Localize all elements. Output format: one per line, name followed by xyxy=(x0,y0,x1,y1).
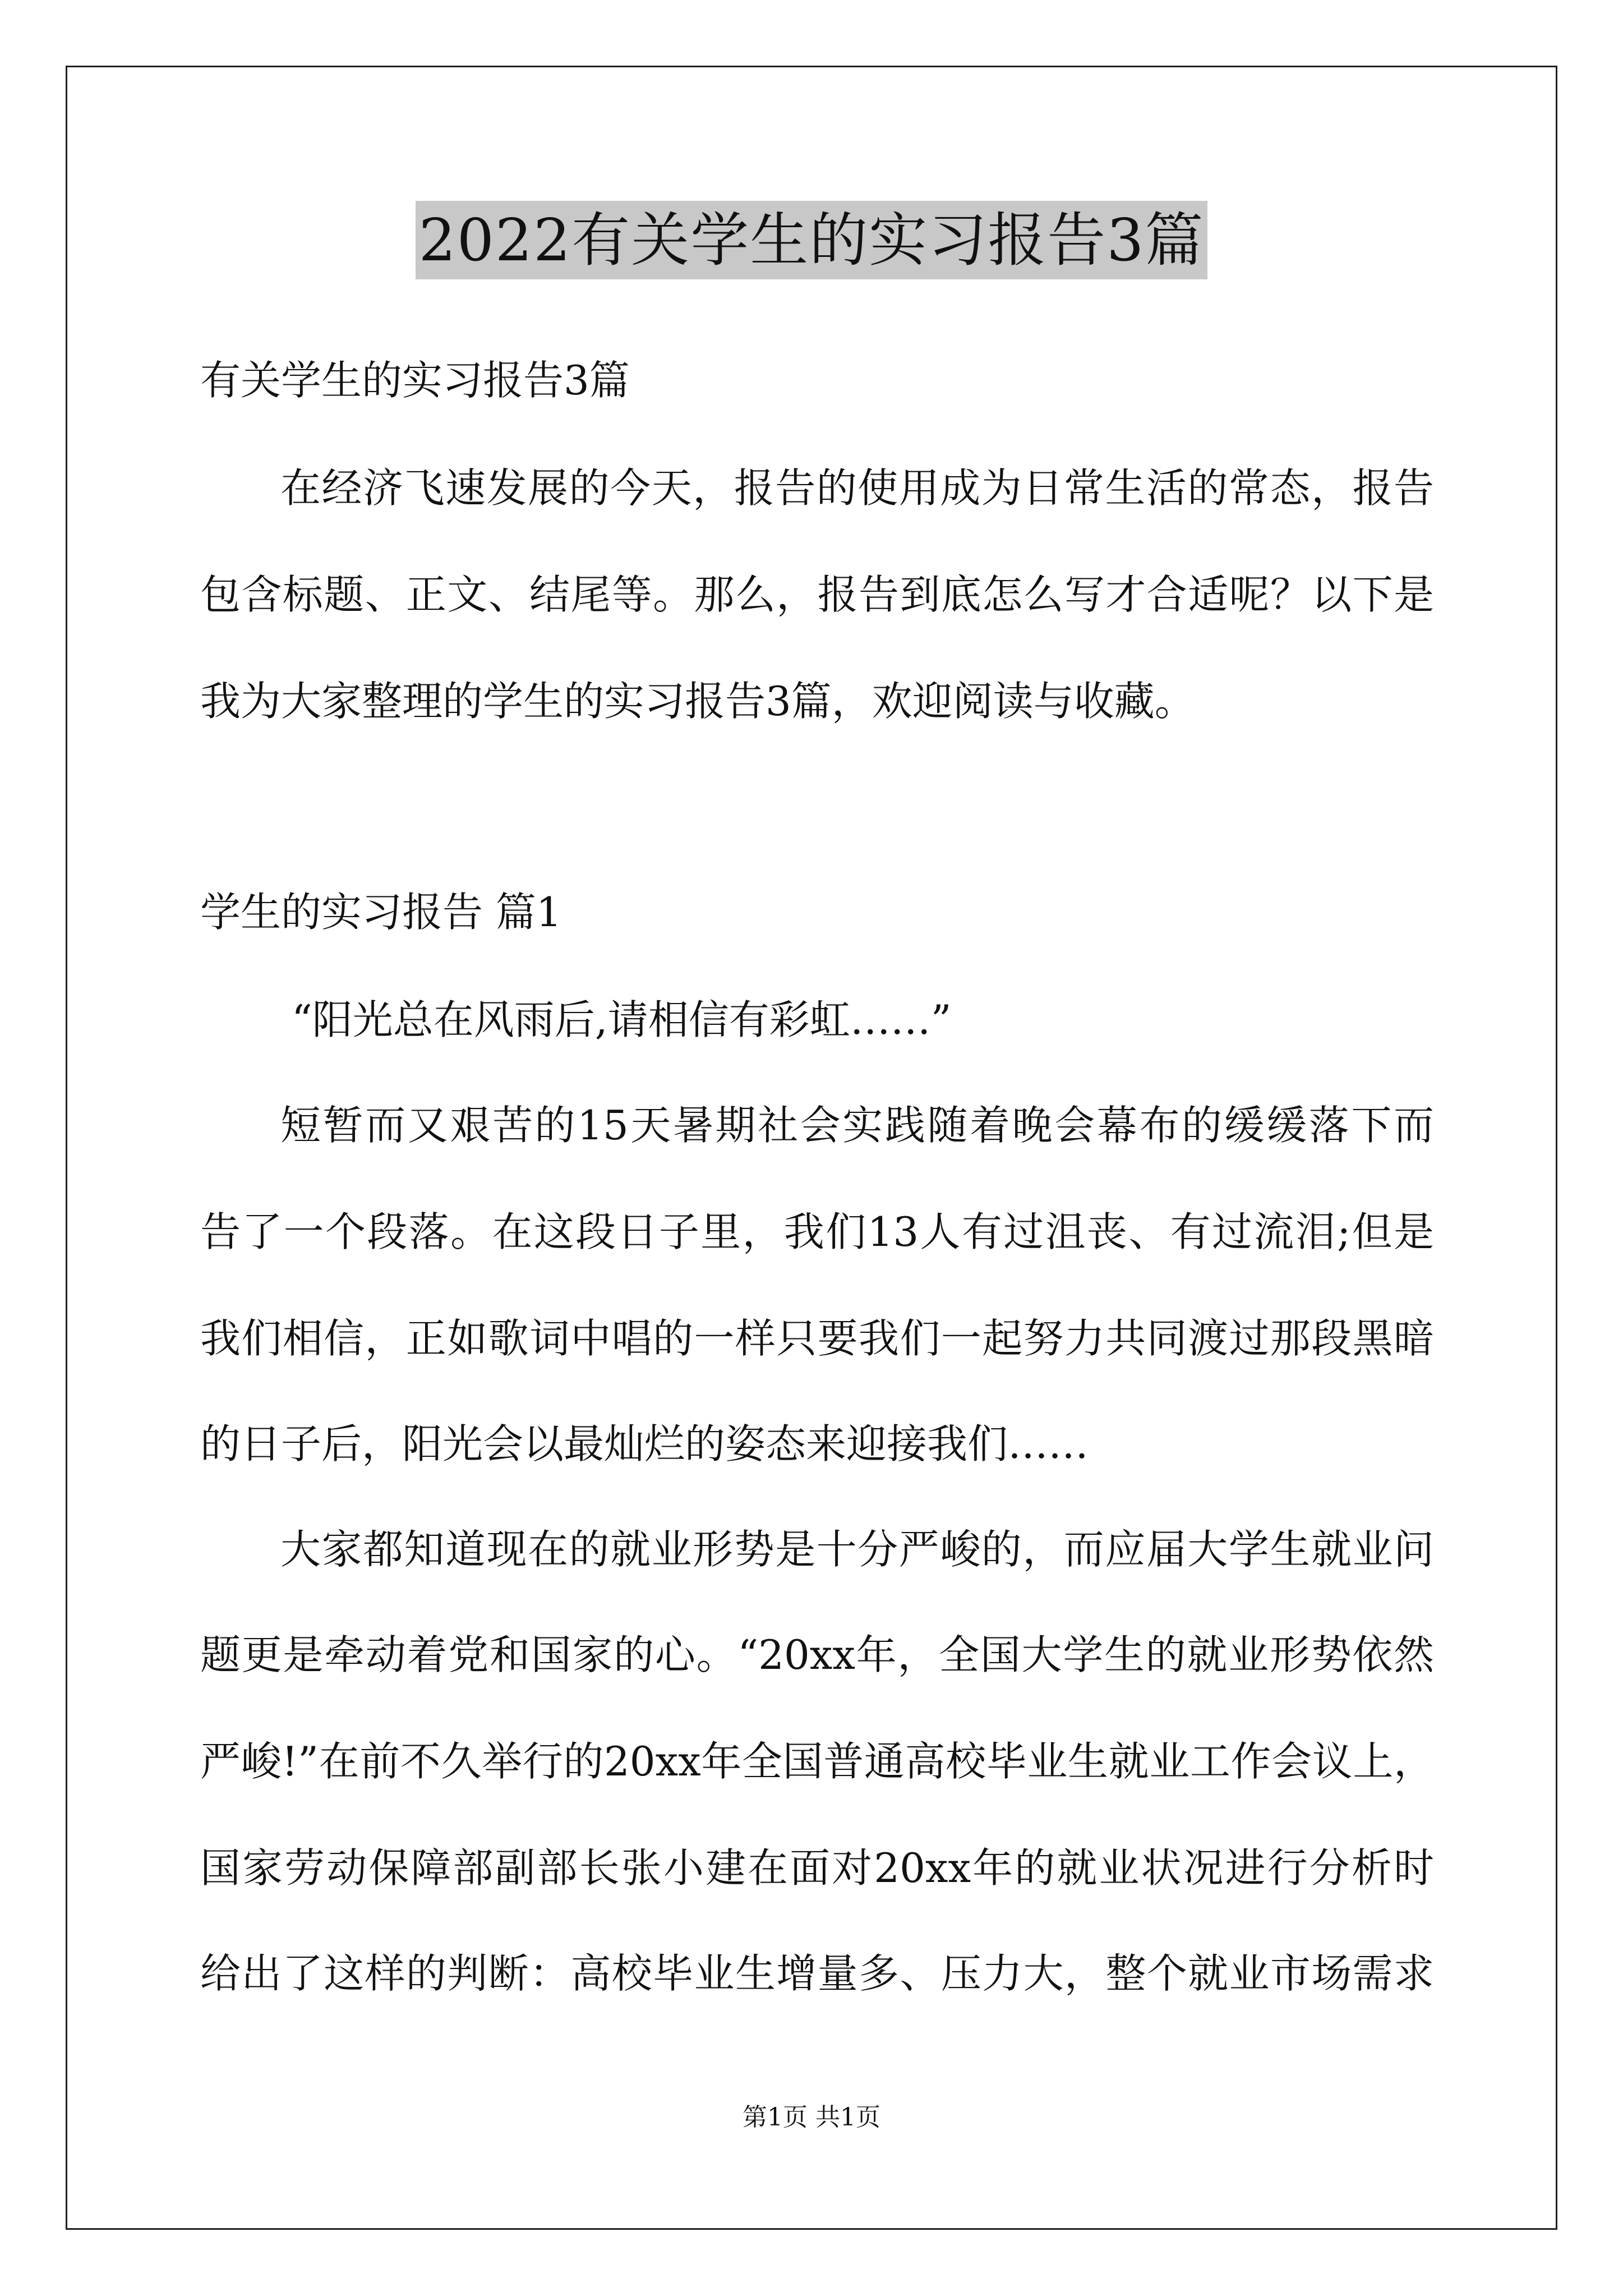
intro-line-3: 我为大家整理的学生的实习报告3篇，欢迎阅读与收藏。 xyxy=(200,678,1195,725)
para1-line-2: 告了一个段落。在这段日子里，我们13人有过沮丧、有过流泪;但是 xyxy=(200,1208,1434,1255)
para1-line-1: 短暂而又艰苦的15天暑期社会实践随着晚会幕布的缓缓落下而 xyxy=(280,1102,1434,1149)
para1-line-4: 的日子后，阳光会以最灿烂的姿态来迎接我们…… xyxy=(200,1420,1089,1467)
para2-line-3: 严峻!”在前不久举行的20xx年全国普通高校毕业生就业工作会议上， xyxy=(200,1738,1434,1785)
para2-line-5: 给出了这样的判断：高校毕业生增量多、压力大，整个就业市场需求 xyxy=(200,1950,1434,1997)
para2-line-2: 题更是牵动着党和国家的心。“20xx年，全国大学生的就业形势依然 xyxy=(200,1631,1434,1678)
page-footer: 第1页 共1页 xyxy=(743,2103,880,2132)
document-title: 2022有关学生的实习报告3篇 xyxy=(416,201,1208,279)
para2-line-4: 国家劳动保障部副部长张小建在面对20xx年的就业状况进行分析时 xyxy=(200,1844,1434,1892)
document-subtitle: 有关学生的实习报告3篇 xyxy=(200,357,630,404)
section-heading: 学生的实习报告 篇1 xyxy=(200,889,562,936)
para1-line-3: 我们相信，正如歌词中唱的一样只要我们一起努力共同渡过那段黑暗 xyxy=(200,1315,1434,1362)
intro-line-1: 在经济飞速发展的今天，报告的使用成为日常生活的常态，报告 xyxy=(280,464,1434,512)
para2-line-1: 大家都知道现在的就业形势是十分严峻的，而应届大学生就业问 xyxy=(280,1526,1434,1573)
quote-line: “阳光总在风雨后,请相信有彩虹……” xyxy=(292,996,952,1043)
intro-line-2: 包含标题、正文、结尾等。那么，报告到底怎么写才合适呢？以下是 xyxy=(200,571,1434,618)
title-container xyxy=(0,201,1623,279)
